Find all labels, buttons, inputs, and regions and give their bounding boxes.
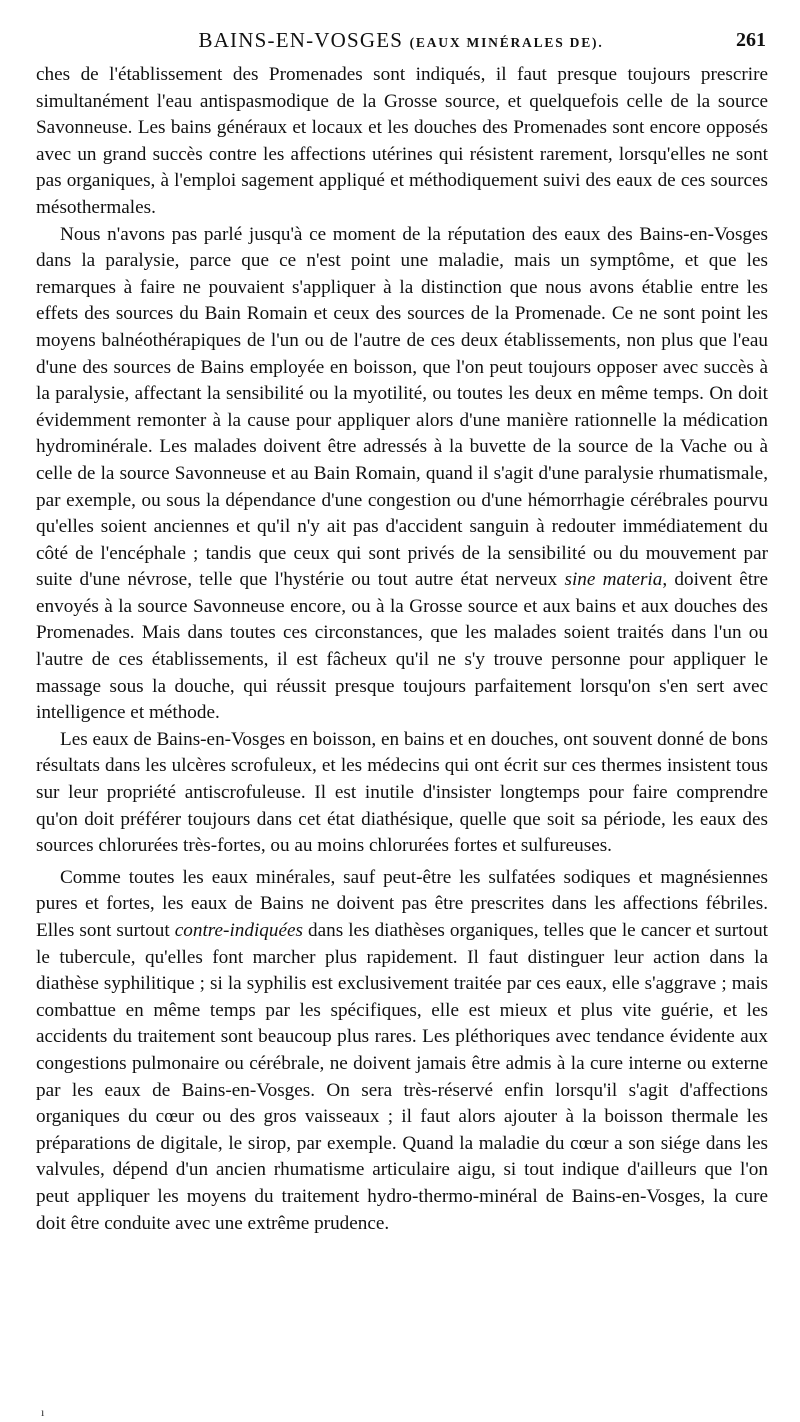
- italic-phrase-sine-materia: sine materia: [564, 569, 663, 591]
- paragraph-1: [36, 62, 768, 222]
- paragraph-4: [36, 865, 768, 1237]
- running-head-title-paren: (EAUX MINÉRALES DE).: [409, 35, 604, 50]
- paragraph-text: Nous n'avons pas parlé jusqu'à ce moment de la réputation des eaux des Bains-en-Vosges dans la paralysie, parce que ce n'est point une maladie, mais un symptôme, et que les remarques à faire ne pouvaient s'appliquer à la distinction que nous avons établie entre les effets des sources du Bain Romain et ceux des sources de la Promenade. Ce ne sont point les moyens balnéothérapiques de l'un ou de l'autre de ces deux établissements, non plus que l'eau d'une des sources de Bains employée en boisson, que l'on peut toujours opposer avec succès à la paralysie, affectant la sensibilité ou la myotilité, ou toutes les deux en même temps. On doit évidemment remonter à la cause pour appliquer alors d'une manière rationnelle la médication hydrominérale. Les malades doivent être adressés à la buvette de la source de la Vache ou à celle de la source Savonneuse et au Bain Romain, quand il s'agit d'une paralysie rhumatismale, par exemple, ou sous la dépendance d'une congestion ou d'une hémorrhagie cérébrales pourvu qu'elles soient anciennes et qu'il n'y ait pas d'accident sanguin à redouter immédiatement du côté de l'encéphale ; tandis que ceux qui sont privés de la sensibilité ou du mouvement par suite d'une névrose, telle que l'hystérie ou tout autre état nerveux: [36, 223, 768, 591]
- running-head: [36, 24, 766, 56]
- stray-mark: ı: [41, 1405, 45, 1419]
- running-head-title: [36, 24, 766, 59]
- paragraph-text: Comme toutes les eaux minérales, sauf peut-être les sulfatées sodiques et magnésiennes pures et fortes, les eaux de Bains ne doivent pas être prescrites dans les affections fébriles. Elles sont surtout: [36, 866, 768, 941]
- paragraph-2: [36, 222, 768, 727]
- paragraph-text: dans les diathèses organiques, telles que le cancer et surtout le tubercule, qu'elles font marcher plus rapidement. Il faut distinguer leur action dans la diathèse syphilitique ; si la syphilis est exclusivement traitée par ces eaux, elle s'aggrave ; mais combattue en même temps par les spécifiques, elle est mieux et plus vite guérie, et les accidents du traitement sont beaucoup plus rares. Les pléthoriques avec tendance évidente aux congestions pulmonaire ou cérébrale, ne doivent jamais être admis à la cure interne ou externe par les eaux de Bains-en-Vosges. On sera très-réservé enfin lorsqu'il s'agit d'affections organiques du cœur ou des gros vaisseaux ; il faut alors ajouter à la boisson thermale les préparations de digitale, le sirop, par exemple. Quand la maladie du cœur a son siége dans les valvules, dépend d'un ancien rhumatisme articulaire aigu, si tout indique d'ailleurs que l'on peut appliquer les moyens du traitement hydro-thermo-minéral de Bains-en-Vosges, la cure doit être conduite avec une extrême prudence.: [36, 920, 768, 1234]
- paragraph-text: ches de l'établissement des Promenades sont indiqués, il faut presque toujours prescrire simultanément l'eau antispasmodique de la Grosse source, et quelquefois celle de la source Savonneuse. Les bains généraux et locaux et les douches des Promenades sont encore opposés avec un grand succès contre les affections utérines qui résistent rarement, lorsqu'elles ne sont pas organiques, à l'emploi sagement appliqué et méthodiquement suivi des eaux de ces sources mésothermales.: [36, 64, 768, 218]
- paragraph-3: [36, 727, 768, 860]
- italic-word-contre-indiquees: contre-indiquées: [174, 920, 303, 941]
- paragraph-text: , doivent être envoyés à la source Savonneuse encore, ou à la Grosse source et aux bains et aux douches des Promenades. Mais dans toutes ces circonstances, que les malades soient traités dans l'un ou l'autre de ces établissements, il est fâcheux qu'il ne s'y trouve personne pour appliquer le massage sous la douche, qui réussit presque toujours parfaitement lorsqu'on s'en sert avec intelligence et méthode.: [36, 569, 769, 724]
- paragraph-text: Les eaux de Bains-en-Vosges en boisson, en bains et en douches, ont souvent donné de bons résultats dans les ulcères scrofuleux, et les médecins qui ont écrit sur ces thermes insistent tous sur leur propriété antiscrofuleuse. Il est inutile d'insister longtemps pour faire comprendre qu'on doit préférer toujours dans cet état diathésique, quelle que soit sa période, les eaux des sources chlorurées très-fortes, ou au moins chlorurées fortes et sulfureuses.: [36, 728, 768, 857]
- running-head-title-main: BAINS-EN-VOSGES: [198, 28, 404, 52]
- page-number: 261: [736, 29, 766, 51]
- body-text: [36, 62, 768, 1237]
